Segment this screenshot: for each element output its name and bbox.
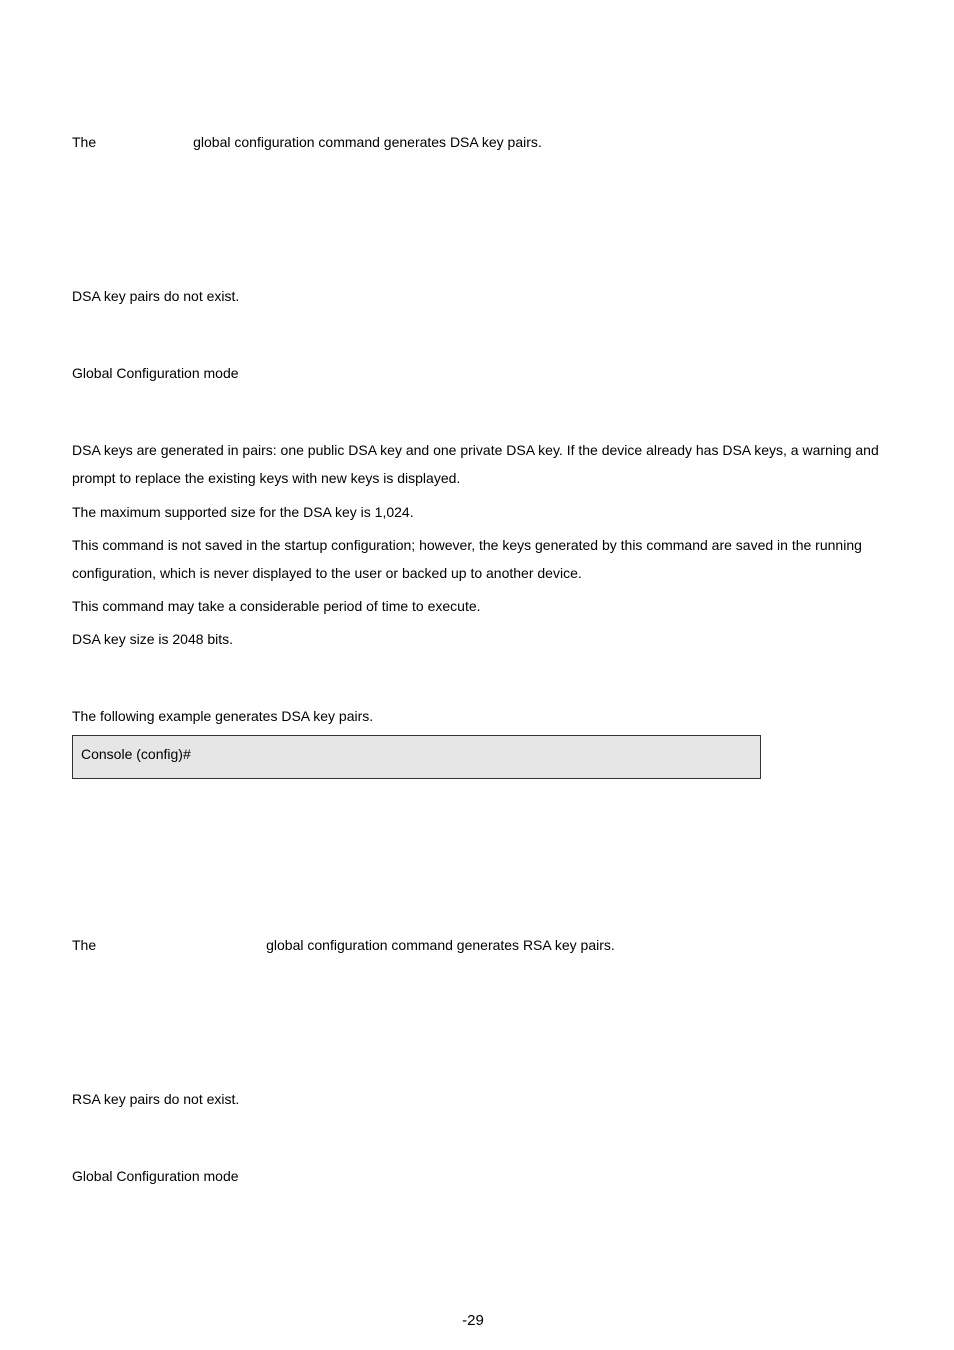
dsa-guideline-5: DSA key size is 2048 bits. <box>72 631 234 647</box>
rsa-default-text: RSA key pairs do not exist. <box>72 1091 240 1107</box>
dsa-description <box>72 134 542 151</box>
rsa-description-suffix: global configuration command generates RSA key pairs. <box>266 937 615 953</box>
rsa-description-prefix: The <box>72 937 97 953</box>
rsa-description <box>72 937 615 954</box>
dsa-description-suffix: global configuration command generates DSA key pairs. <box>193 134 542 150</box>
dsa-guideline-4: This command may take a considerable period of time to execute. <box>72 598 481 614</box>
rsa-command-mode-text: Global Configuration mode <box>72 1168 239 1184</box>
dsa-example-intro: The following example generates DSA key pairs. <box>72 708 374 724</box>
dsa-command-mode-text: Global Configuration mode <box>72 365 239 381</box>
page-number: -29 <box>462 1312 484 1329</box>
dsa-guideline-3: This command is not saved in the startup configuration; however, the keys generated by this command are saved in the running configuration, which is never displayed to the user or backed up to another device. <box>72 537 862 581</box>
dsa-default-text: DSA key pairs do not exist. <box>72 288 240 304</box>
dsa-guideline-2: The maximum supported size for the DSA key is 1,024. <box>72 504 414 520</box>
dsa-example-code: Console (config)# <box>81 746 191 762</box>
dsa-example-code-box <box>72 735 761 779</box>
dsa-description-prefix: The <box>72 134 97 150</box>
dsa-guideline-1: DSA keys are generated in pairs: one public DSA key and one private DSA key. If the device already has DSA keys, a warning and prompt to replace the existing keys with new keys is displayed. <box>72 442 879 486</box>
